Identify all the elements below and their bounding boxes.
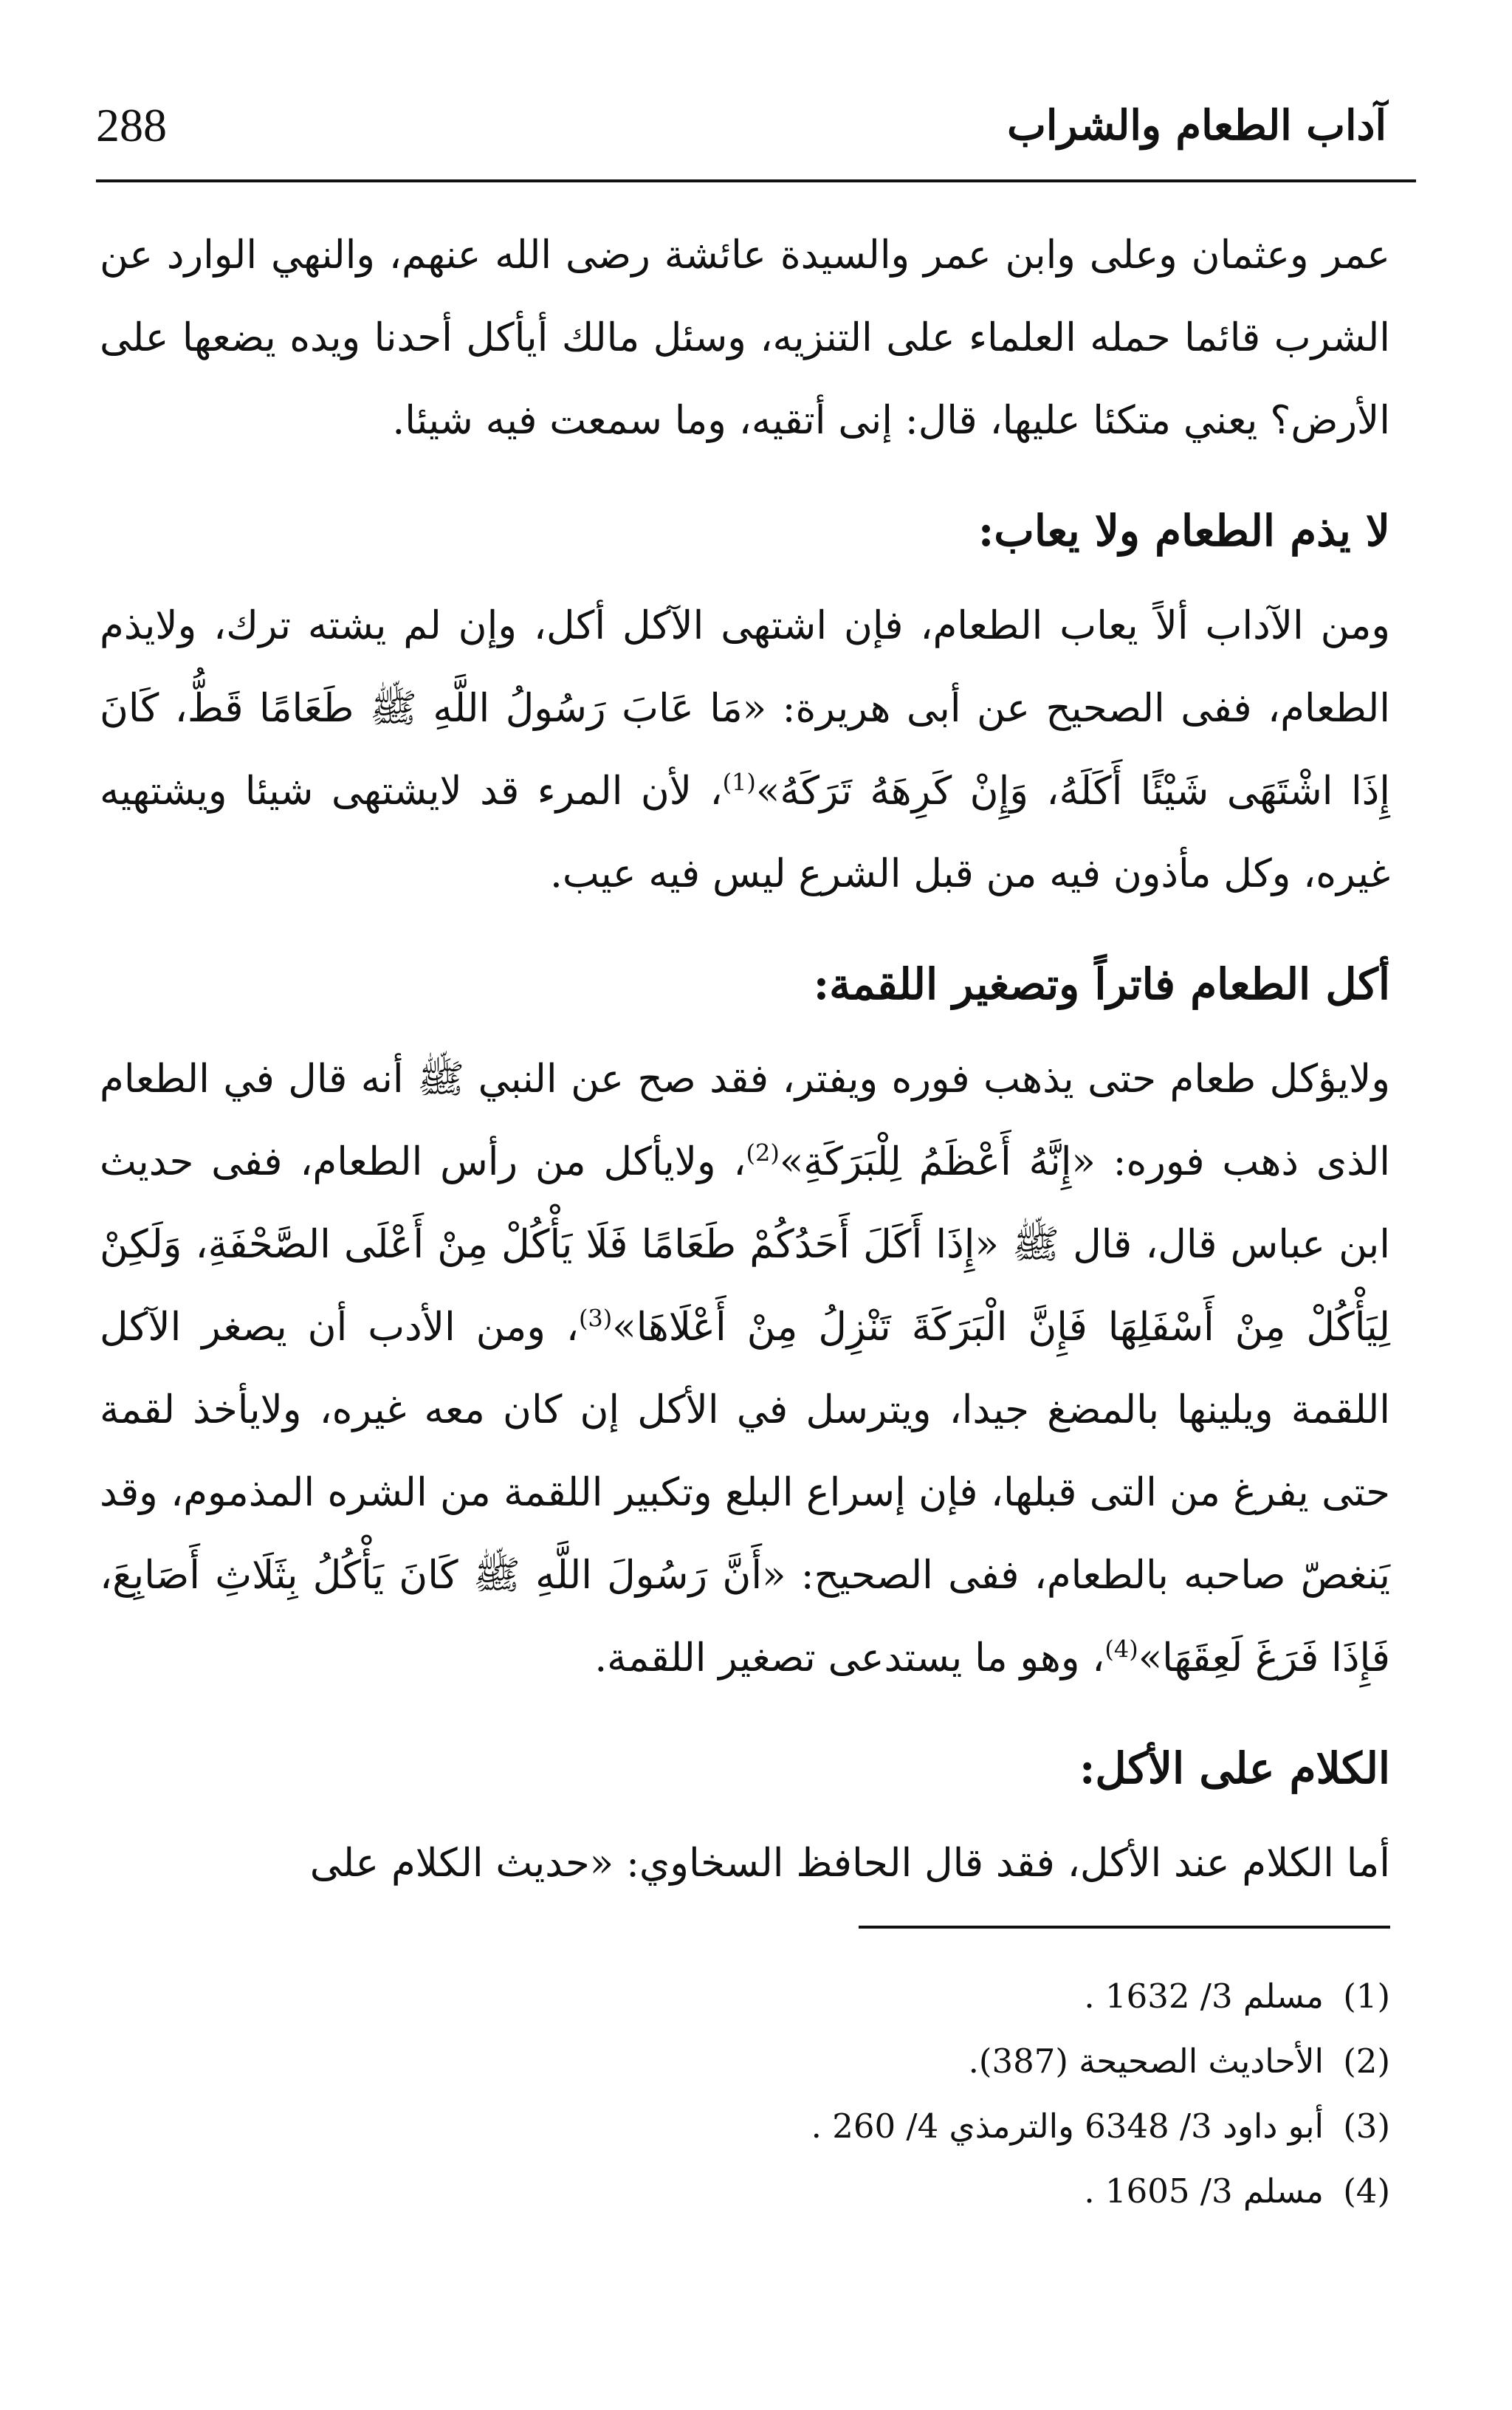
footnote-number: (4) <box>1343 2172 1390 2211</box>
paragraph-text: ، وهو ما يستدعى تصغير اللقمة. <box>594 1635 1105 1681</box>
paragraph-standing-drink: عمر وعثمان وعلى وابن عمر والسيدة عائشة رضى الله عنهم، والنهي الوارد عن الشرب قائما حمله العلماء على التنزيه، وسئل مالك أيأكل أحدنا ويده يضعها على الأرض؟ يعني متكئا عليها، قال: إنى أتقيه، وما سمعت فيه شيئا. <box>100 233 1390 443</box>
paragraph-warm-food <box>100 1038 1390 1700</box>
footnote-item <box>517 1964 1390 2029</box>
paragraph-text: ، ولايأكل من رأس الطعام، ففى حديث ابن عباس قال، قال ﷺ «إِذَا أَكَلَ أَحَدُكُمْ طَعَامًا فَلَا يَأْكُلْ مِنْ أَعْلَى الصَّحْفَةِ، وَلَكِنْ لِيَأْكُلْ مِنْ أَسْفَلِهَا فَإِنَّ الْبَرَكَةَ تَنْزِلُ مِنْ أَعْلَاهَا» <box>100 1139 1390 1350</box>
paragraph-text: ، لأن المرء قد لايشتهى شيئا ويشتهيه غيره، وكل مأذون فيه من قبل الشرع ليس فيه عيب. <box>100 769 1390 896</box>
footnote-rule <box>859 1926 1390 1929</box>
footnote-text: مسلم 3/ 1605 . <box>1084 2172 1324 2211</box>
main-text <box>100 214 1390 1905</box>
footnotes-list <box>517 1964 1390 2224</box>
footnote-number: (2) <box>1343 2042 1390 2081</box>
section-heading-not-criticize-food: لا يذم الطعام ولا يعاب: <box>977 506 1390 556</box>
header-rule <box>96 179 1416 182</box>
paragraph-not-criticize-food <box>100 585 1390 916</box>
footnote-ref-4: (4) <box>1104 1635 1138 1664</box>
footnote-number: (1) <box>1343 1977 1390 2016</box>
footnote-ref-1: (1) <box>722 768 756 797</box>
footnote-item <box>517 2159 1390 2224</box>
footnote-item <box>517 2094 1390 2159</box>
paragraph-text: ومن الآداب ألاً يعاب الطعام، فإن اشتهى الآكل أكل، وإن لم يشته ترك، ولايذم الطعام، ففى الصحيح عن أبى هريرة: «مَا عَابَ رَسُولُ اللَّهِ ﷺ طَعَامًا قَطُّ، كَانَ إِذَا اشْتَهَى شَيْئًا أَكَلَهُ، وَإِنْ كَرِهَهُ تَرَكَهُ» <box>100 603 1390 814</box>
running-header <box>96 89 1386 162</box>
footnote-text: أبو داود 3/ 6348 والترمذي 4/ 260 . <box>811 2107 1324 2146</box>
footnote-item <box>517 2029 1390 2094</box>
paragraph-text: ولايؤكل طعام حتى يذهب فوره ويفتر، فقد صح عن النبي ﷺ أنه قال في الطعام الذى ذهب فوره: «إِنَّهُ أَعْظَمُ لِلْبَرَكَةِ» <box>100 1057 1390 1184</box>
running-title: آداب الطعام والشراب <box>1007 101 1386 150</box>
paragraph-text: ، ومن الأدب أن يصغر الآكل اللقمة ويلينها بالمضغ جيدا، ويترسل في الأكل إن كان معه غيره، ولايأخذ لقمة حتى يفرغ من التى قبلها، فإن إسراع البلع وتكبير اللقمة من الشره المذموم، وقد يَنغصّ صاحبه بالطعام، ففى الصحيح: «أَنَّ رَسُولَ اللَّهِ ﷺ كَانَ يَأْكُلُ بِثَلَاثِ أَصَابِعَ، فَإِذَا فَرَغَ لَعِقَهَا» <box>100 1305 1390 1681</box>
page-number: 288 <box>96 99 167 151</box>
footnote-number: (3) <box>1343 2107 1390 2146</box>
section-heading-warm-food: أكل الطعام فاتراً وتصغير اللقمة: <box>813 959 1390 1009</box>
section-heading-talking-while-eating: الكلام على الأكل: <box>1079 1743 1390 1793</box>
footnote-text: الأحاديث الصحيحة (387). <box>968 2042 1324 2081</box>
footnote-ref-2: (2) <box>746 1139 780 1167</box>
paragraph-talking-while-eating: أما الكلام عند الأكل، فقد قال الحافظ السخاوي: «حديث الكلام على <box>309 1841 1390 1886</box>
footnote-ref-3: (3) <box>578 1304 613 1333</box>
footnote-text: مسلم 3/ 1632 . <box>1084 1977 1324 2016</box>
